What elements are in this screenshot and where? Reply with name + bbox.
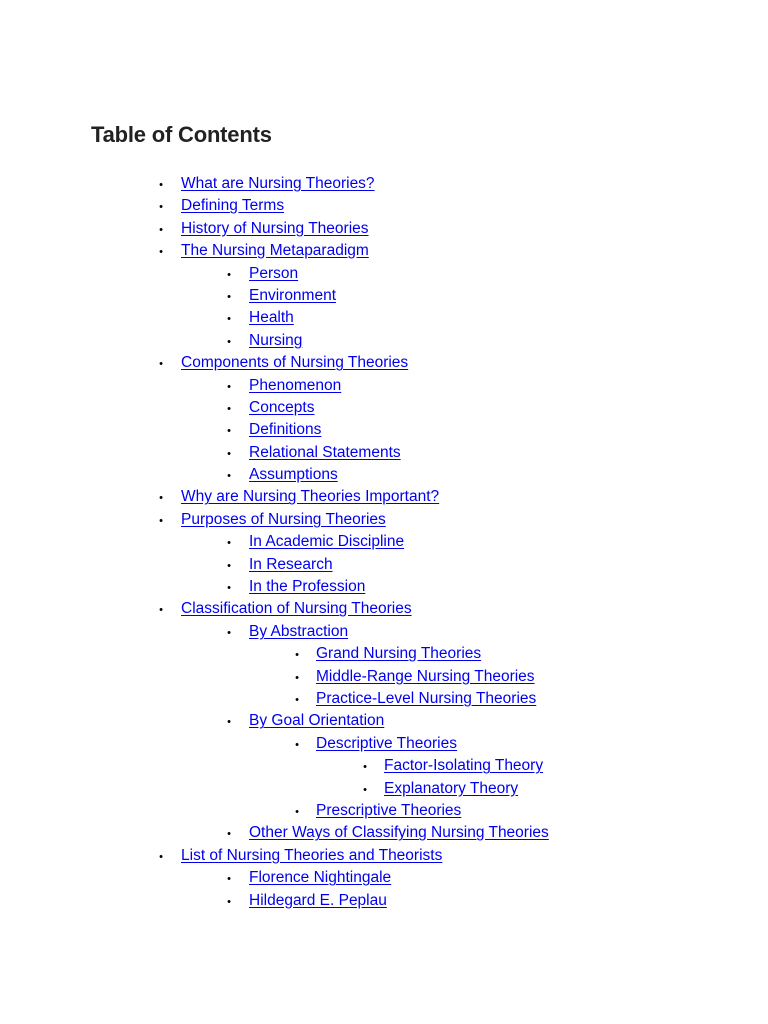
toc-link[interactable]: Phenomenon xyxy=(249,376,342,394)
toc-link[interactable]: Practice-Level Nursing Theories xyxy=(316,689,537,707)
toc-link[interactable]: Person xyxy=(249,264,299,282)
bullet-icon: • xyxy=(227,582,231,595)
bullet-icon: • xyxy=(227,380,231,393)
bullet-icon: • xyxy=(363,783,367,796)
toc-link[interactable]: List of Nursing Theories and Theorists xyxy=(181,846,443,864)
toc-link[interactable]: Why are Nursing Theories Important? xyxy=(181,488,440,506)
toc-link[interactable]: In the Profession xyxy=(249,578,366,596)
bullet-icon: • xyxy=(159,358,163,371)
bullet-icon: • xyxy=(227,313,231,326)
bullet-icon: • xyxy=(295,649,299,662)
bullet-icon: • xyxy=(159,201,163,214)
toc-link[interactable]: Grand Nursing Theories xyxy=(316,645,482,663)
bullet-icon: • xyxy=(295,671,299,684)
toc-link[interactable]: In Academic Discipline xyxy=(249,533,405,551)
toc-link[interactable]: The Nursing Metaparadigm xyxy=(181,242,369,260)
toc-link[interactable]: Descriptive Theories xyxy=(316,734,457,752)
toc-link[interactable]: Explanatory Theory xyxy=(384,779,519,797)
toc-link[interactable]: In Research xyxy=(249,555,333,573)
toc-link[interactable]: By Abstraction xyxy=(249,622,349,640)
bullet-icon: • xyxy=(295,738,299,751)
toc-link[interactable]: Classification of Nursing Theories xyxy=(181,600,412,618)
bullet-icon: • xyxy=(227,895,231,908)
bullet-icon: • xyxy=(227,470,231,483)
bullet-icon: • xyxy=(227,828,231,841)
toc-link[interactable]: Health xyxy=(249,309,294,327)
bullet-icon: • xyxy=(159,246,163,259)
toc-link[interactable]: Components of Nursing Theories xyxy=(181,354,409,372)
toc-link[interactable]: Other Ways of Classifying Nursing Theories xyxy=(249,824,549,842)
bullet-icon: • xyxy=(159,850,163,863)
toc-link[interactable]: Florence Nightingale xyxy=(249,869,392,887)
toc-link[interactable]: What are Nursing Theories? xyxy=(181,175,375,192)
bullet-icon: • xyxy=(227,873,231,886)
bullet-icon: • xyxy=(227,335,231,348)
toc-link[interactable]: By Goal Orientation xyxy=(249,712,385,730)
bullet-icon: • xyxy=(227,425,231,438)
bullet-icon: • xyxy=(227,716,231,729)
toc-link[interactable]: Definitions xyxy=(249,421,322,439)
bullet-icon: • xyxy=(363,761,367,774)
toc-title: Table of Contents xyxy=(91,122,272,147)
bullet-icon: • xyxy=(159,492,163,505)
bullet-icon: • xyxy=(227,268,231,281)
toc-link[interactable]: Factor-Isolating Theory xyxy=(384,757,544,775)
toc-link[interactable]: Middle-Range Nursing Theories xyxy=(316,667,535,685)
toc-link[interactable]: Assumptions xyxy=(249,466,338,484)
bullet-icon: • xyxy=(159,514,163,527)
bullet-icon: • xyxy=(227,559,231,572)
bullet-icon: • xyxy=(227,290,231,303)
bullet-icon: • xyxy=(295,805,299,818)
toc-link[interactable]: History of Nursing Theories xyxy=(181,219,369,237)
bullet-icon: • xyxy=(159,179,163,191)
bullet-icon: • xyxy=(227,447,231,460)
toc-link[interactable]: Hildegard E. Peplau xyxy=(249,891,387,909)
toc-link[interactable]: Prescriptive Theories xyxy=(316,801,462,819)
toc-link[interactable]: Environment xyxy=(249,286,337,304)
toc-link[interactable]: Purposes of Nursing Theories xyxy=(181,510,386,528)
bullet-icon: • xyxy=(295,693,299,706)
bullet-icon: • xyxy=(227,402,231,415)
bullet-icon: • xyxy=(227,537,231,550)
toc-link[interactable]: Defining Terms xyxy=(181,197,285,215)
toc-link[interactable]: Concepts xyxy=(249,398,315,416)
toc-link[interactable]: Nursing xyxy=(249,331,303,349)
toc-link[interactable]: Relational Statements xyxy=(249,443,401,461)
bullet-icon: • xyxy=(159,223,163,236)
bullet-icon: • xyxy=(227,626,231,639)
bullet-icon: • xyxy=(159,604,163,617)
